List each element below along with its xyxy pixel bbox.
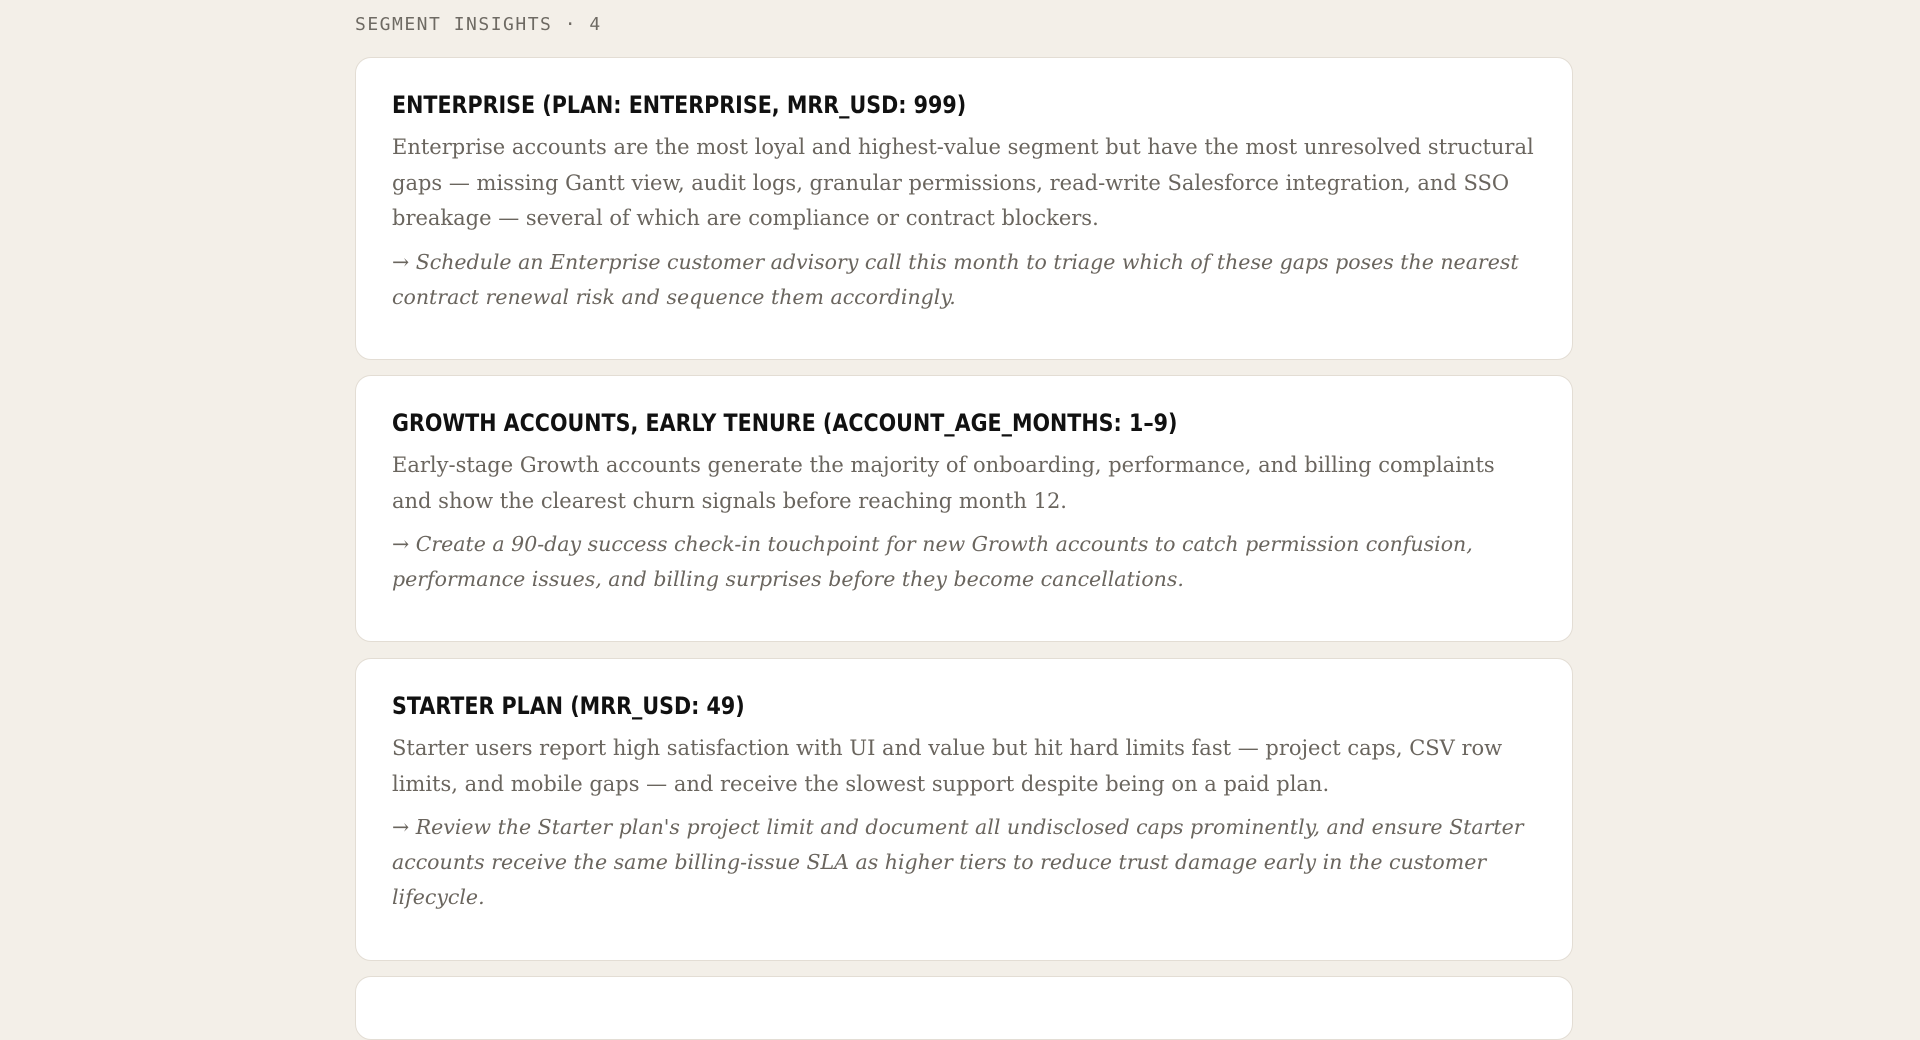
segment-card-growth-early-tenure: [355, 375, 1573, 642]
segment-title: GROWTH ACCOUNTS, EARLY TENURE (ACCOUNT_AGE_MONTHS: 1–9): [392, 409, 1178, 437]
segment-card-enterprise: [355, 57, 1573, 360]
segment-title: ENTERPRISE (PLAN: ENTERPRISE, MRR_USD: 999): [392, 91, 967, 119]
segment-summary: Enterprise accounts are the most loyal and highest-value segment but have the most unresolved structural gaps — missing Gantt view, audit logs, granular permissions, read-write Salesforce integration, and SSO breakage — several of which are compliance or contract blockers.: [392, 135, 1534, 230]
segment-recommendation: → Review the Starter plan's project limit and document all undisclosed caps prominently, and ensure Starter accounts receive the same billing-issue SLA as higher tiers to reduce trust damage early in the customer lifecycle.: [392, 815, 1524, 909]
segment-card-partial: [355, 976, 1573, 1040]
segment-recommendation: → Create a 90-day success check-in touchpoint for new Growth accounts to catch permission confusion, performance issues, and billing surprises before they become cancellations.: [392, 532, 1473, 591]
segment-title: STARTER PLAN (MRR_USD: 49): [392, 692, 745, 720]
segment-card-starter: [355, 658, 1573, 961]
segment-summary: Starter users report high satisfaction with UI and value but hit hard limits fast — project caps, CSV row limits, and mobile gaps — and receive the slowest support despite being on a paid plan.: [392, 736, 1503, 796]
section-label: SEGMENT INSIGHTS · 4: [355, 14, 602, 35]
segment-recommendation: → Schedule an Enterprise customer advisory call this month to triage which of these gaps poses the nearest contract renewal risk and sequence them accordingly.: [392, 249, 1519, 309]
segment-summary: Early-stage Growth accounts generate the majority of onboarding, performance, and billing complaints and show the clearest churn signals before reaching month 12.: [392, 453, 1495, 513]
